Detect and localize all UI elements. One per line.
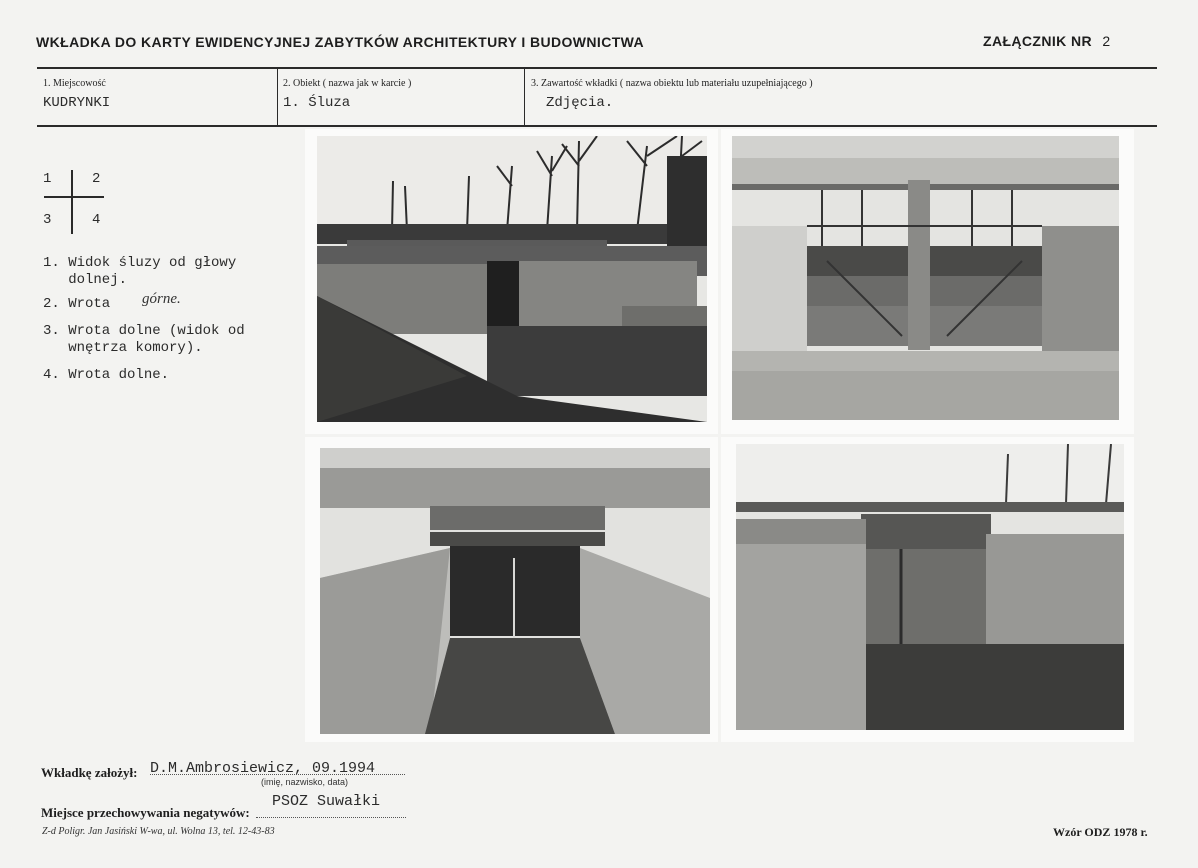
table-top-rule	[37, 67, 1157, 69]
annex-label-text: ZAŁĄCZNIK NR	[983, 33, 1093, 49]
photo-1-lock-view	[317, 136, 707, 422]
founder-value: D.M.Ambrosiewicz, 09.1994	[150, 760, 376, 777]
caption-2-handwritten: górne.	[142, 291, 181, 307]
contents-value: Zdjęcia.	[546, 95, 614, 111]
caption-1-line-2: dolnej.	[43, 272, 128, 288]
caption-1-line-1: 1. Widok śluzy od głowy	[43, 255, 237, 271]
printer-imprint: Z-d Poligr. Jan Jasiński W-wa, ul. Wolna 13, tel. 12-43-83	[42, 826, 275, 837]
locality-value: KUDRYNKI	[43, 95, 111, 111]
index-number-3: 3	[43, 212, 52, 228]
storage-label: Miejsce przechowywania negatywów:	[41, 805, 250, 820]
object-label: 2. Obiekt ( nazwa jak w karcie )	[283, 78, 412, 89]
founder-label: Wkładkę założył:	[41, 765, 138, 780]
storage-value: PSOZ Suwałki	[272, 793, 381, 810]
caption-4-line-1: 4. Wrota dolne.	[43, 367, 170, 383]
index-horizontal-line	[44, 196, 104, 198]
founder-hint: (imię, nazwisko, data)	[261, 777, 349, 787]
index-vertical-line	[71, 170, 73, 234]
table-divider-2	[524, 69, 525, 126]
caption-3-line-1: 3. Wrota dolne (widok od	[43, 323, 245, 339]
photo-index-diagram	[40, 168, 110, 238]
annex-number: 2	[1102, 33, 1111, 49]
storage-line	[256, 817, 406, 818]
photo-4-lower-gates	[736, 444, 1124, 730]
contents-label: 3. Zawartość wkładki ( nazwa obiektu lub materiału uzupełniającego )	[531, 78, 813, 89]
caption-3-line-2: wnętrza komory).	[43, 340, 203, 356]
index-number-1: 1	[43, 171, 52, 187]
annex-label	[983, 33, 1111, 49]
form-model: Wzór ODZ 1978 r.	[1053, 825, 1148, 839]
index-number-4: 4	[92, 212, 101, 228]
table-bottom-rule	[37, 125, 1157, 127]
index-number-2: 2	[92, 171, 101, 187]
form-title: WKŁADKA DO KARTY EWIDENCYJNEJ ZABYTKÓW ARCHITEKTURY I BUDOWNICTWA	[36, 34, 645, 50]
photo-3-lower-gates-inside	[320, 448, 710, 734]
photo-2-upper-gates	[732, 136, 1119, 420]
caption-2-line-1: 2. Wrota	[43, 296, 111, 312]
table-divider-1	[277, 69, 278, 126]
locality-label: 1. Miejscowość	[43, 78, 106, 89]
object-value: 1. Śluza	[283, 95, 351, 111]
founder-line	[150, 774, 405, 775]
